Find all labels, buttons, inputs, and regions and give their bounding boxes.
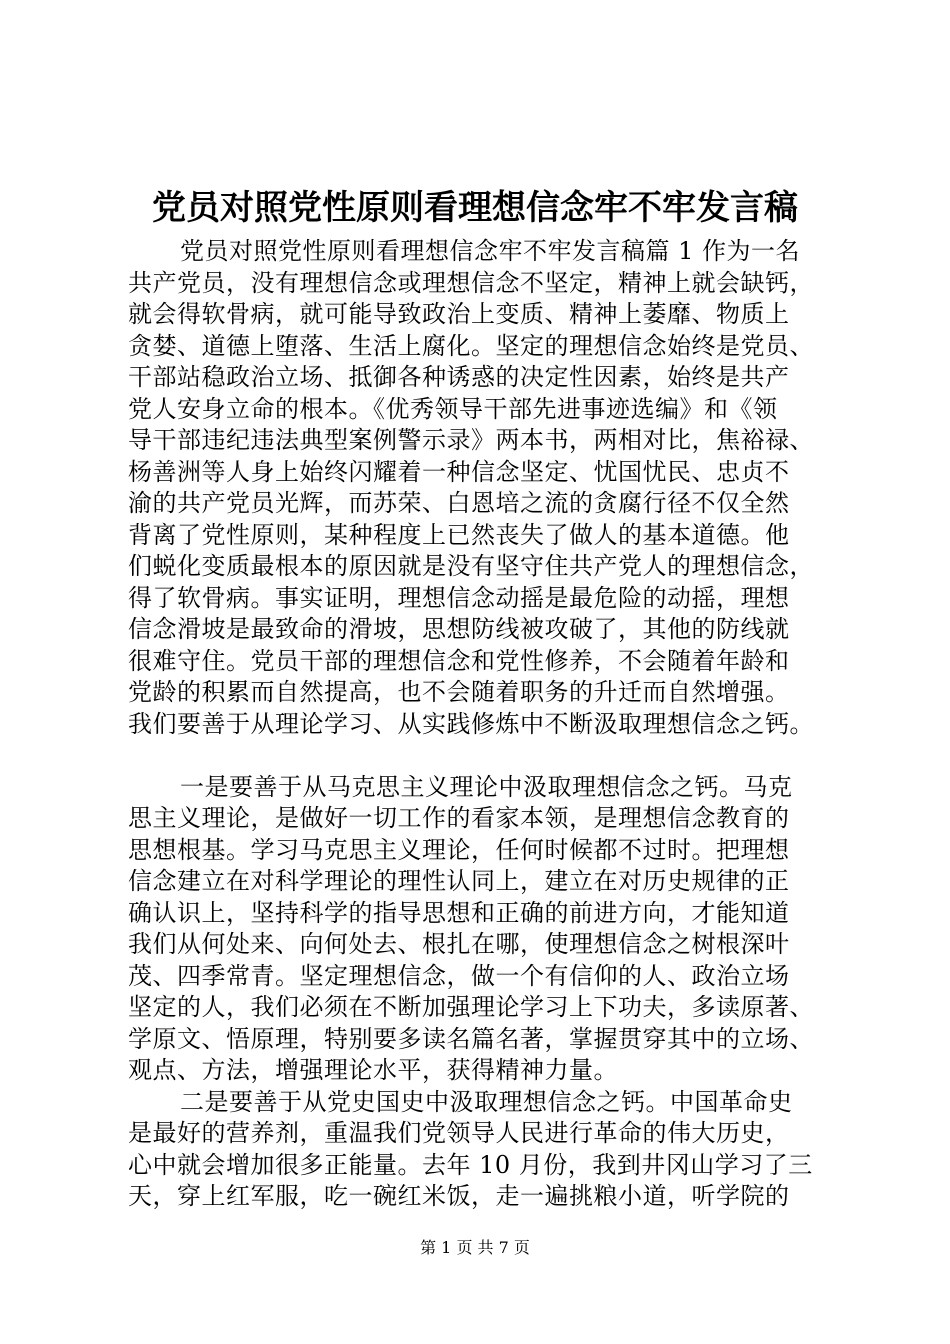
paragraph-line: 一是要善于从马克思主义理论中汲取理想信念之钙。马克 <box>180 772 793 801</box>
document-title: 党员对照党性原则看理想信念牢不牢发言稿 <box>152 188 798 228</box>
paragraph-line: 学原文、悟原理，特别要多读名篇名著，掌握贯穿其中的立场、 <box>128 1024 814 1053</box>
paragraph-line: 观点、方法，增强理论水平，获得精神力量。 <box>128 1056 618 1084</box>
paragraph-line: 茂、四季常青。坚定理想信念，做一个有信仰的人、政治立场 <box>128 961 790 990</box>
paragraph-line: 党人安身立命的根本。《优秀领导干部先进事迹选编》和《领 <box>128 394 778 423</box>
paragraph-line: 背离了党性原则，某种程度上已然丧失了做人的基本道德。他 <box>128 520 790 549</box>
paragraph-gap <box>128 740 848 772</box>
paragraph-line: 信念建立在对科学理论的理性认同上，建立在对历史规律的正 <box>128 867 790 895</box>
paragraph-line: 党龄的积累而自然提高，也不会随着职务的升迁而自然增强。 <box>128 678 790 706</box>
paragraph-line: 很难守住。党员干部的理想信念和党性修养，不会随着年龄和 <box>128 646 790 675</box>
paragraph-line: 二是要善于从党史国史中汲取理想信念之钙。中国革命史 <box>180 1087 793 1116</box>
paragraph-line: 思主义理论，是做好一切工作的看家本领，是理想信念教育的 <box>128 804 790 832</box>
paragraph-line: 贪婪、道德上堕落、生活上腐化。坚定的理想信念始终是党员、 <box>128 331 814 360</box>
paragraph-line: 思想根基。学习马克思主义理论，任何时候都不过时。把理想 <box>128 835 790 864</box>
paragraph-line: 渝的共产党员光辉，而苏荣、白恩培之流的贪腐行径不仅全然 <box>128 489 790 517</box>
paragraph-line: 党员对照党性原则看理想信念牢不牢发言稿篇 1 作为一名 <box>180 237 801 265</box>
paragraph-line: 是最好的营养剂，重温我们党领导人民进行革命的伟大历史， <box>128 1119 790 1147</box>
paragraph-line: 共产党员，没有理想信念或理想信念不坚定，精神上就会缺钙， <box>128 268 814 297</box>
paragraph-line: 干部站稳政治立场、抵御各种诱惑的决定性因素，始终是共产 <box>128 363 790 391</box>
paragraph-line: 天，穿上红军服，吃一碗红米饭，走一遍挑粮小道，听学院的 <box>128 1182 790 1210</box>
paragraph-line: 杨善洲等人身上始终闪耀着一种信念坚定、忧国忧民、忠贞不 <box>128 457 790 486</box>
paragraph-line: 信念滑坡是最致命的滑坡，思想防线被攻破了，其他的防线就 <box>128 615 790 643</box>
page-number-footer: 第 1 页 共 7 页 <box>420 1238 530 1257</box>
paragraph-line: 坚定的人，我们必须在不断加强理论学习上下功夫，多读原著、 <box>128 993 814 1021</box>
paragraph-line: 我们要善于从理论学习、从实践修炼中不断汲取理想信念之钙。 <box>128 709 814 738</box>
paragraph-line: 就会得软骨病，就可能导致政治上变质、精神上萎靡、物质上 <box>128 300 790 328</box>
paragraph-line: 得了软骨病。事实证明，理想信念动摇是最危险的动摇，理想 <box>128 583 790 612</box>
paragraph-line: 我们从何处来、向何处去、根扎在哪，使理想信念之树根深叶 <box>128 930 790 958</box>
paragraph-line: 导干部违纪违法典型案例警示录》两本书，两相对比，焦裕禄、 <box>128 426 814 454</box>
paragraph-line: 确认识上，坚持科学的指导思想和正确的前进方向，才能知道 <box>128 898 790 927</box>
paragraph-line: 心中就会增加很多正能量。去年 10 月份，我到井冈山学习了三 <box>128 1150 813 1179</box>
document-body <box>128 236 848 1213</box>
paragraph-line: 们蜕化变质最根本的原因就是没有坚守住共产党人的理想信念， <box>128 552 814 580</box>
